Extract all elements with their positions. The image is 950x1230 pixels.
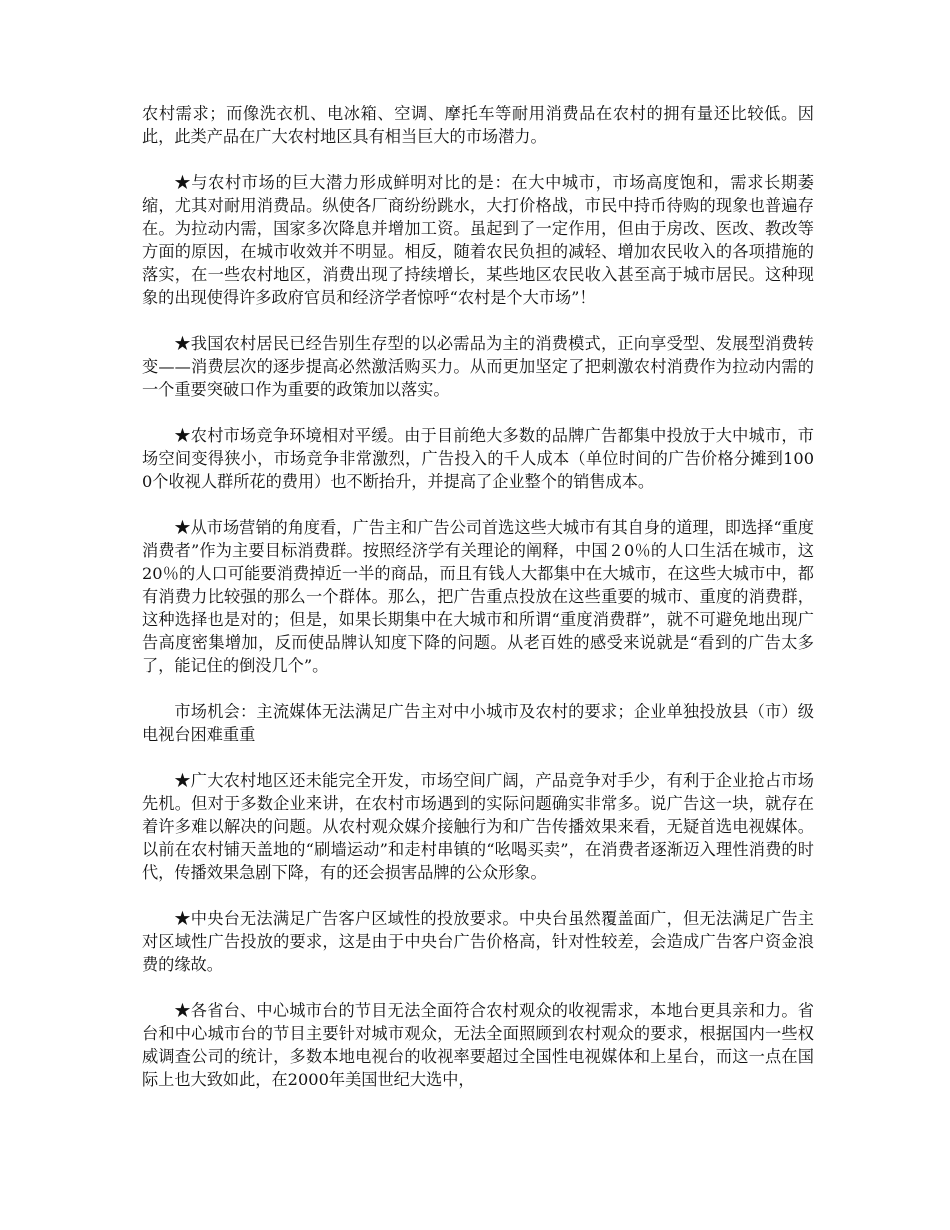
paragraph-continued: 农村需求；而像洗衣机、电冰箱、空调、摩托车等耐用消费品在农村的拥有量还比较低。因此，此类产品在广大农村地区具有相当巨大的市场潜力。: [142, 104, 814, 146]
paragraph-provincial-tv: ★各省台、中心城市台的节目无法全面符合农村观众的收视需求，本地台更具亲和力。省台和中心城市台的节目主要针对城市观众，无法全面照顾到农村观众的要求，根据国内一些权威调查公司的统计，多数本地电视台的收视率要超过全国性电视媒体和上星台，而这一点在国际上也大致如此，在2000年美国世纪大选中，: [142, 1001, 814, 1089]
section-heading-market-opportunity: 市场机会：主流媒体无法满足广告主对中小城市及农村的要求；企业单独投放县（市）级电视台困难重重: [142, 702, 814, 744]
paragraph-competition: ★农村市场竞争环境相对平缓。由于目前绝大多数的品牌广告都集中投放于大中城市，市场空间变得狭小，市场竞争非常激烈，广告投入的千人成本（单位时间的广告价格分摊到1000个收视人群所花的费用）也不断抬升，并提高了企业整个的销售成本。: [142, 426, 814, 491]
paragraph-consumption-shift: ★我国农村居民已经告别生存型的以必需品为主的消费模式，正向享受型、发展型消费转变——消费层次的逐步提高必然激活购买力。从而更加坚定了把刺激农村消费作为拉动内需的一个重要突破口作为重要的政策加以落实。: [142, 334, 814, 399]
paragraph-cctv: ★中央台无法满足广告客户区域性的投放要求。中央台虽然覆盖面广，但无法满足广告主对区域性广告投放的要求，这是由于中央台广告价格高，针对性较差，会造成广告客户资金浪费的缘故。: [142, 909, 814, 974]
paragraph-rural-vs-urban: ★与农村市场的巨大潜力形成鲜明对比的是：在大中城市，市场高度饱和，需求长期萎缩，尤其对耐用消费品。纵使各厂商纷纷跳水，大打价格战，市民中持币待购的现象也普遍存在。为拉动内需，国家多次降息并增加工资。虽起到了一定作用，但由于房改、医改、教改等方面的原因，在城市收效并不明显。相反，随着农民负担的减轻、增加农民收入的各项措施的落实，在一些农村地区，消费出现了持续增长，某些地区农民收入甚至高于城市居民。这种现象的出现使得许多政府官员和经济学者惊呼“农村是个大市场”！: [142, 173, 814, 307]
document-body: [142, 102, 814, 1114]
paragraph-marketing: ★从市场营销的角度看，广告主和广告公司首选这些大城市有其自身的道理，即选择“重度消费者”作为主要目标消费群。按照经济学有关理论的阐释，中国２0％的人口生活在城市，这20％的人口可能要消费掉近一半的商品，而且有钱人大都集中在大城市，在这些大城市中，都有消费力比较强的那么一个群体。那么，把广告重点投放在这些重要的城市、重度的消费群，这种选择也是对的；但是，如果长期集中在大城市和所谓“重度消费群”，就不可避免地出现广告高度密集增加，反而使品牌认知度下降的问题。从老百姓的感受来说就是“看到的广告太多了，能记住的倒没几个”。: [142, 518, 814, 675]
paragraph-rural-development: ★广大农村地区还未能完全开发，市场空间广阔，产品竞争对手少，有利于企业抢占市场先机。但对于多数企业来讲，在农村市场遇到的实际问题确实非常多。说广告这一块，就存在着许多难以解决的问题。从农村观众媒介接触行为和广告传播效果来看，无疑首选电视媒体。以前在农村铺天盖地的“刷墙运动”和走村串镇的“吆喝买卖”，在消费者逐渐迈入理性消费的时代，传播效果急剧下降，有的还会损害品牌的公众形象。: [142, 771, 814, 882]
